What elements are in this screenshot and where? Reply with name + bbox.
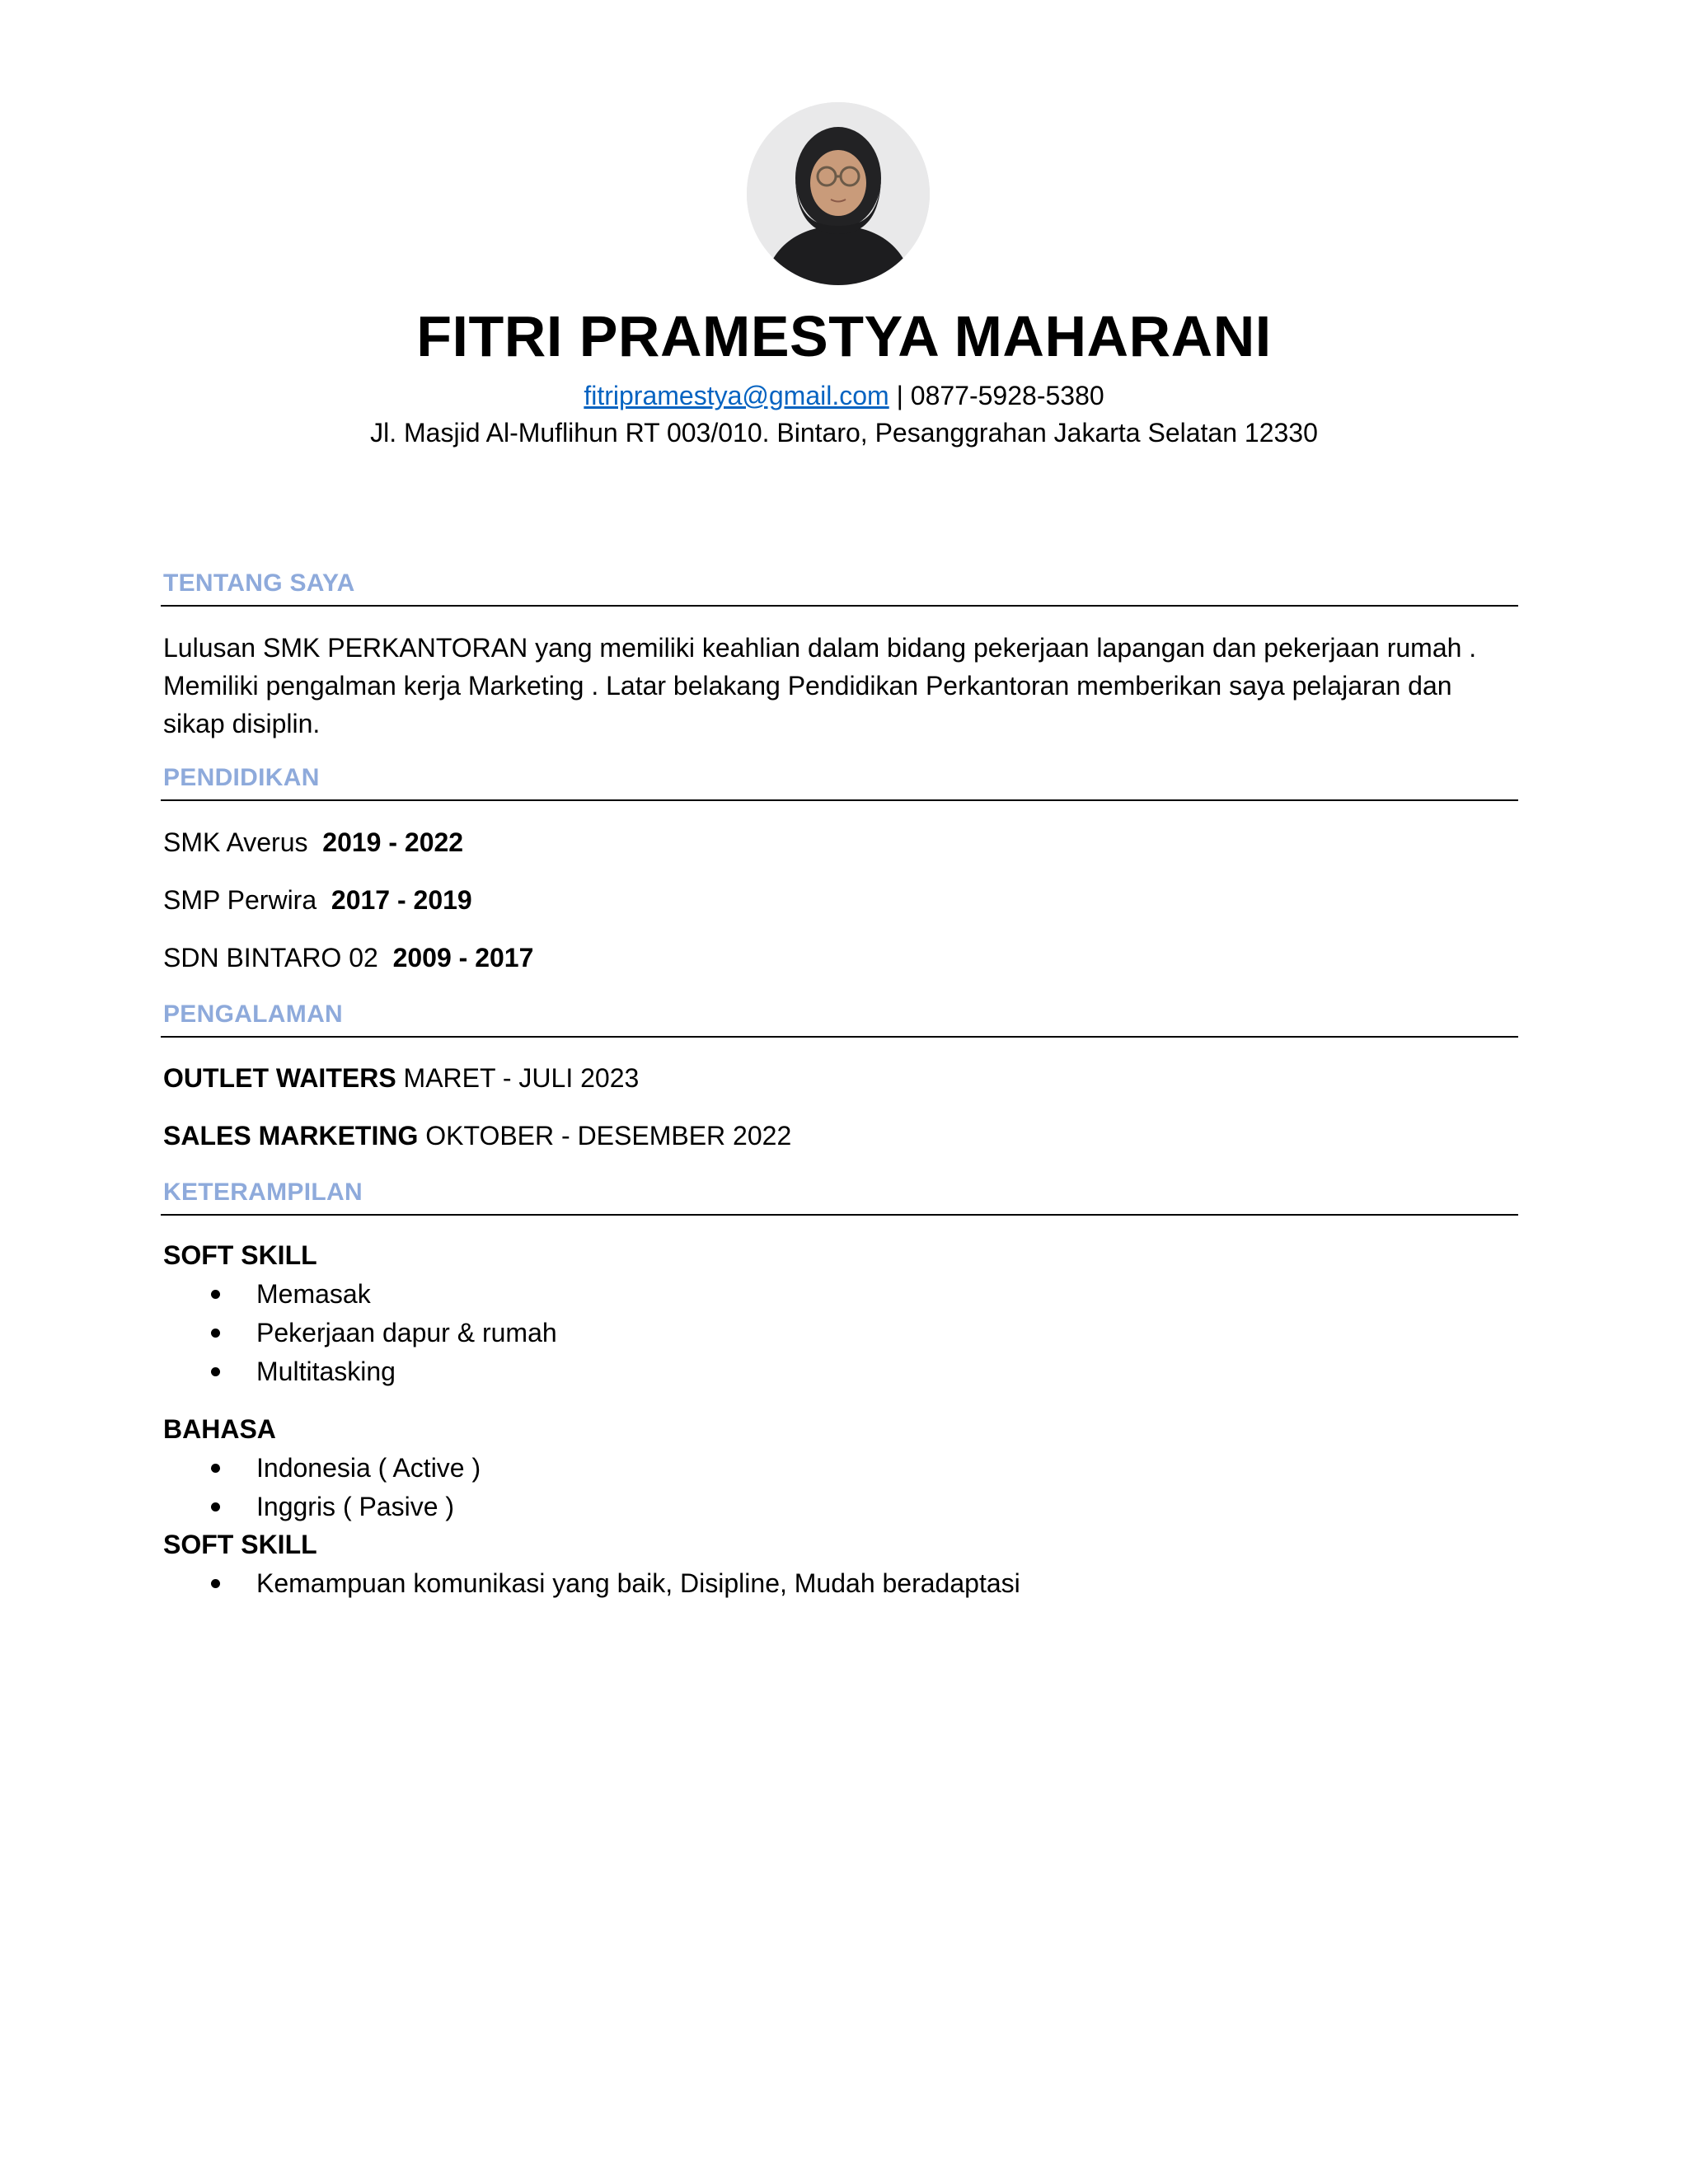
job-role: SALES MARKETING	[163, 1121, 419, 1151]
job-period: MARET - JULI 2023	[403, 1063, 640, 1093]
school-name: SMK Averus	[163, 827, 308, 857]
phone-number: 0877-5928-5380	[910, 381, 1104, 410]
school-name: SMP Perwira	[163, 885, 317, 915]
education-section-title: PENDIDIKAN	[163, 764, 320, 791]
education-item	[163, 823, 463, 861]
education-item	[163, 881, 472, 919]
about-section-title: TENTANG SAYA	[163, 569, 355, 597]
candidate-name: FITRI PRAMESTYA MAHARANI	[416, 304, 1272, 368]
address: Jl. Masjid Al-Muflihun RT 003/010. Bintaro, Pesanggrahan Jakarta Selatan 12330	[370, 418, 1318, 448]
school-name: SDN BINTARO 02	[163, 943, 378, 972]
profile-photo	[747, 102, 930, 285]
about-text: Lulusan SMK PERKANTORAN yang memiliki keahlian dalam bidang pekerjaan lapangan dan pekerjaan rumah . Memiliki pengalman kerja Marketing . Latar belakang Pendidikan Perkantoran memberikan saya pelajaran dan sikap disiplin.	[163, 633, 1477, 738]
resume-page: FITRI PRAMESTYA MAHARANI fitripramestya@gmail.com | 0877-5928-5380 Jl. Masjid Al-Muflihun RT 003/010. Bintaro, Pesanggrahan Jakarta Selatan 12330 TENTANG SAYA Lulusan SMK PERKANTORAN yang memiliki keahlian dalam bidang pekerjaan lapangan dan pekerjaan rumah . Memiliki pengalman kerja Marketing . Latar belakang Pendidikan Perkantoran memberikan saya pelajaran dan sikap disiplin. PENDIDIKAN SMK Averus 2019 - 2022 SMP Perwira 2017 - 2019 SDN BINTARO 02 2009 - 2017 PENGALAMAN OUTLET WAITERS MARET - JULI 2023 SALES MARKETING OKTOBER - DESEMBER 2022 KETERAMPILAN SOFT SKILL Memasak Pekerjaan dapur & rumah Multitasking BAHASA Indonesia ( Active ) Inggris ( Pasive ) SOFT SKILL Kemampuan komunikasi yang baik, Disipline, Mudah beradaptasi	[0, 0, 1688, 2184]
job-role: OUTLET WAITERS	[163, 1063, 396, 1093]
bullet-icon	[211, 1367, 220, 1376]
skills-divider	[161, 1214, 1518, 1216]
bullet-icon	[211, 1329, 220, 1338]
school-years: 2019 - 2022	[322, 827, 464, 857]
job-period: OKTOBER - DESEMBER 2022	[425, 1121, 792, 1151]
skill-group-heading: SOFT SKILL	[163, 1240, 317, 1270]
skill-group-heading: SOFT SKILL	[163, 1530, 317, 1559]
school-years: 2017 - 2019	[331, 885, 472, 915]
education-divider	[161, 799, 1518, 801]
experience-divider	[161, 1036, 1518, 1038]
contact-separator: |	[889, 381, 911, 410]
education-item	[163, 939, 533, 977]
skill-group-heading: BAHASA	[163, 1414, 276, 1444]
bullet-icon	[211, 1290, 220, 1299]
bullet-icon	[211, 1502, 220, 1511]
experience-section-title: PENGALAMAN	[163, 1001, 343, 1028]
experience-item	[163, 1059, 639, 1097]
email-link[interactable]: fitripramestya@gmail.com	[584, 381, 889, 410]
skills-section-title: KETERAMPILAN	[163, 1179, 363, 1206]
about-divider	[161, 605, 1518, 607]
contact-line	[0, 377, 1688, 414]
bullet-icon	[211, 1579, 220, 1588]
experience-item	[163, 1117, 791, 1155]
bullet-icon	[211, 1464, 220, 1473]
school-years: 2009 - 2017	[392, 943, 534, 972]
